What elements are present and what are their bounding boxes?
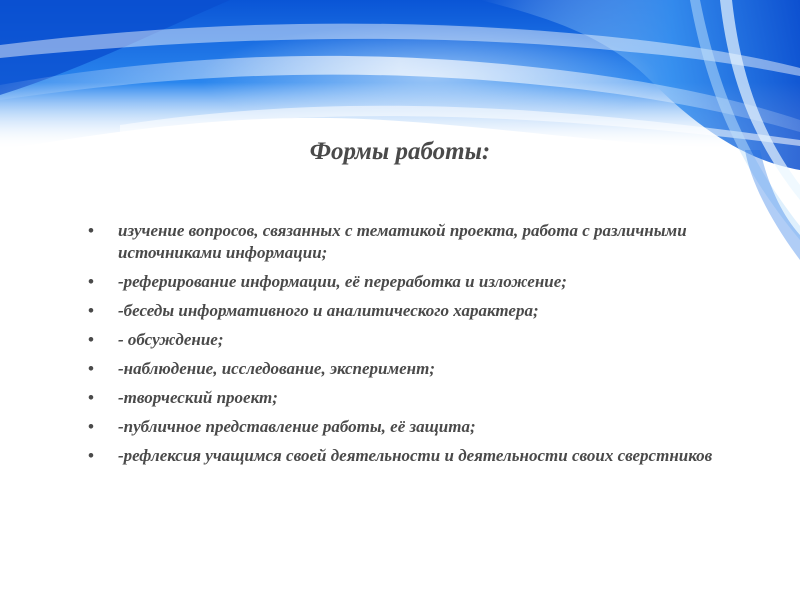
bullet-dot-icon: • (88, 301, 94, 320)
list-item (88, 300, 728, 322)
list-item (88, 220, 728, 264)
list-item-text: -рефлексия учащимся своей деятельности и деятельности своих сверстников (118, 446, 713, 465)
bullet-dot-icon: • (88, 272, 94, 291)
list-item-text: -творческий проект; (118, 388, 278, 407)
list-item-text: -наблюдение, исследование, эксперимент; (118, 359, 435, 378)
bullet-dot-icon: • (88, 446, 94, 465)
bullet-dot-icon: • (88, 388, 94, 407)
bullet-dot-icon: • (88, 359, 94, 378)
list-item (88, 416, 728, 438)
list-item-text: -реферирование информации, её переработка и изложение; (118, 272, 567, 291)
list-item (88, 387, 728, 409)
list-item (88, 445, 728, 467)
bullet-dot-icon: • (88, 221, 94, 240)
list-item-text: - обсуждение; (118, 330, 224, 349)
bullet-dot-icon: • (88, 417, 94, 436)
list-item (88, 271, 728, 293)
list-item-text: изучение вопросов, связанных с тематикой проекта, работа с различными источниками информации; (118, 221, 687, 262)
slide-title: Формы работы: (309, 138, 491, 165)
list-item (88, 358, 728, 380)
list-item-text: -беседы информативного и аналитического характера; (118, 301, 539, 320)
bullet-dot-icon: • (88, 330, 94, 349)
bullet-list (88, 220, 728, 474)
list-item (88, 329, 728, 351)
list-item-text: -публичное представление работы, её защита; (118, 417, 476, 436)
